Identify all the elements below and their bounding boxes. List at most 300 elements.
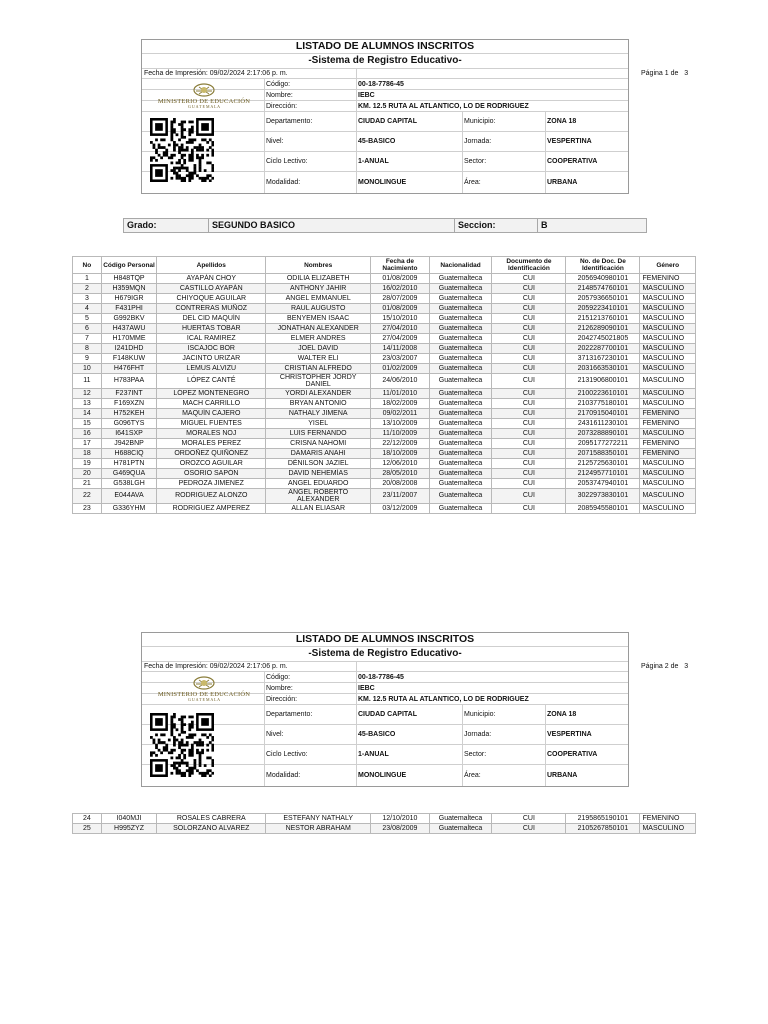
- cell-apellidos: LEMUS ALVIZU: [157, 364, 266, 374]
- cell-genero: MASCULINO: [640, 334, 696, 344]
- cell-no-doc: 2085945580101: [566, 504, 640, 514]
- cell-no-doc: 2103775180101: [566, 399, 640, 409]
- table-row: [73, 439, 696, 449]
- cell-genero: FEMENINO: [640, 449, 696, 459]
- cell-genero: MASCULINO: [640, 479, 696, 489]
- cell-nombres: ALLAN ELIASAR: [266, 504, 371, 514]
- report-header-page1: [141, 39, 629, 194]
- ciclo-label: Ciclo Lectivo:: [266, 158, 308, 165]
- cell-no-doc: 2131906800101: [566, 374, 640, 389]
- cell-documento: CUI: [492, 324, 566, 334]
- table-row: [73, 294, 696, 304]
- cell-nombres: CRISNA NAHOMI: [266, 439, 371, 449]
- departamento-label: Departamento:: [266, 118, 313, 125]
- modalidad-value: MONOLINGUE: [358, 771, 407, 779]
- table-row: [73, 314, 696, 324]
- cell-documento: CUI: [492, 419, 566, 429]
- cell-nacionalidad: Guatemalteca: [429, 814, 492, 824]
- cell-codigo-personal: H170MME: [101, 334, 157, 344]
- cell-apellidos: RODRIGUEZ AMPEREZ: [157, 504, 266, 514]
- page-label: Página 2 de: [641, 663, 679, 670]
- cell-no-doc: 2057936650101: [566, 294, 640, 304]
- cell-nombres: JONATHAN ALEXANDER: [266, 324, 371, 334]
- municipio-label: Municipio:: [464, 711, 496, 718]
- cell-nombres: DAVID NEHEMÍAS: [266, 469, 371, 479]
- cell-nombres: ANTHONY JAHIR: [266, 284, 371, 294]
- cell-genero: FEMENINO: [640, 419, 696, 429]
- cell-genero: MASCULINO: [640, 284, 696, 294]
- cell-no-doc: 3713167230101: [566, 354, 640, 364]
- cell-genero: MASCULINO: [640, 304, 696, 314]
- print-date: Fecha de Impresión: 09/02/2024 2:17:06 p. m.: [144, 662, 288, 670]
- cell-nombres: LUIS FERNANDO: [266, 429, 371, 439]
- page-label: Página 1 de: [641, 70, 679, 77]
- municipio-label: Municipio:: [464, 118, 496, 125]
- cell-apellidos: AYAPÁN CHOY: [157, 274, 266, 284]
- report-subtitle: -Sistema de Registro Educativo-: [142, 647, 628, 662]
- cell-codigo-personal: H848TQP: [101, 274, 157, 284]
- qr-code: [150, 118, 214, 182]
- report-title: LISTADO DE ALUMNOS INSCRITOS: [142, 633, 628, 647]
- table-row: [73, 274, 696, 284]
- cell-genero: FEMENINO: [640, 814, 696, 824]
- cell-no: 12: [73, 389, 102, 399]
- cell-no-doc: 2195865190101: [566, 814, 640, 824]
- cell-nombres: YORDI ALEXANDER: [266, 389, 371, 399]
- cell-codigo-personal: H359MQN: [101, 284, 157, 294]
- cell-no: 17: [73, 439, 102, 449]
- cell-genero: MASCULINO: [640, 314, 696, 324]
- direccion-value: KM. 12.5 RUTA AL ATLANTICO, LO DE RODRIGUEZ: [358, 102, 529, 110]
- cell-genero: MASCULINO: [640, 364, 696, 374]
- cell-no: 19: [73, 459, 102, 469]
- cell-documento: CUI: [492, 389, 566, 399]
- col-documento: Documento de Identificación: [492, 257, 566, 274]
- cell-no: 3: [73, 294, 102, 304]
- cell-nacionalidad: Guatemalteca: [429, 429, 492, 439]
- nivel-label: Nivel:: [266, 138, 284, 145]
- cell-nombres: BRYAN ANTONIO: [266, 399, 371, 409]
- cell-documento: CUI: [492, 364, 566, 374]
- cell-no-doc: 2148574760101: [566, 284, 640, 294]
- cell-genero: MASCULINO: [640, 354, 696, 364]
- codigo-label: Código:: [266, 673, 291, 681]
- cell-codigo-personal: H688CIQ: [101, 449, 157, 459]
- cell-documento: CUI: [492, 274, 566, 284]
- cell-nacionalidad: Guatemalteca: [429, 344, 492, 354]
- direccion-label: Dirección:: [266, 695, 298, 703]
- cell-genero: FEMENINO: [640, 274, 696, 284]
- cell-no-doc: 2126289090101: [566, 324, 640, 334]
- cell-nombres: NESTOR ABRAHAM: [266, 824, 371, 834]
- ciclo-value: 1-ANUAL: [358, 158, 389, 165]
- cell-codigo-personal: F169XZN: [101, 399, 157, 409]
- nombre-value: IEBC: [358, 684, 375, 692]
- cell-no: 16: [73, 429, 102, 439]
- coat-of-arms-icon: [190, 674, 218, 690]
- cell-apellidos: ISCAJOC BOR: [157, 344, 266, 354]
- cell-fecha-nacimiento: 11/10/2009: [371, 429, 430, 439]
- cell-nombres: JOEL DAVID: [266, 344, 371, 354]
- cell-codigo-personal: G992BKV: [101, 314, 157, 324]
- ministry-name: MINISTERIO DE EDUCACIÓN: [157, 691, 251, 698]
- cell-codigo-personal: F431PHI: [101, 304, 157, 314]
- cell-fecha-nacimiento: 01/08/2009: [371, 304, 430, 314]
- cell-codigo-personal: I641SXP: [101, 429, 157, 439]
- nombre-label: Nombre:: [266, 684, 293, 692]
- cell-documento: CUI: [492, 399, 566, 409]
- cell-genero: FEMENINO: [640, 439, 696, 449]
- cell-nacionalidad: Guatemalteca: [429, 449, 492, 459]
- cell-no-doc: 3022973830101: [566, 489, 640, 504]
- sector-label: Sector:: [464, 751, 487, 758]
- cell-fecha-nacimiento: 23/08/2009: [371, 824, 430, 834]
- table-row: [73, 429, 696, 439]
- cell-apellidos: OSORIO SAPÓN: [157, 469, 266, 479]
- table-row: [73, 814, 696, 824]
- cell-no: 13: [73, 399, 102, 409]
- cell-fecha-nacimiento: 12/06/2010: [371, 459, 430, 469]
- page-number: [641, 70, 688, 77]
- nivel-label: Nivel:: [266, 731, 284, 738]
- cell-genero: MASCULINO: [640, 389, 696, 399]
- area-label: Área:: [464, 771, 481, 779]
- modalidad-value: MONOLINGUE: [358, 178, 407, 186]
- cell-apellidos: PEDROZA JIMENEZ: [157, 479, 266, 489]
- cell-nombres: ANGEL ROBERTO ALEXANDER: [266, 489, 371, 504]
- cell-no: 20: [73, 469, 102, 479]
- cell-apellidos: JACINTO URIZAR: [157, 354, 266, 364]
- nivel-value: 45-BASICO: [358, 731, 396, 738]
- table-header-row: [73, 257, 696, 274]
- cell-no-doc: 2124957710101: [566, 469, 640, 479]
- cell-codigo-personal: G469QUA: [101, 469, 157, 479]
- table-row: [73, 389, 696, 399]
- cell-documento: CUI: [492, 449, 566, 459]
- cell-apellidos: MACH CARRILLO: [157, 399, 266, 409]
- col-genero: Género: [640, 257, 696, 274]
- ministry-logo: [143, 81, 265, 109]
- table-row: [73, 324, 696, 334]
- cell-apellidos: LÓPEZ MONTENEGRO: [157, 389, 266, 399]
- table-row: [73, 479, 696, 489]
- cell-codigo-personal: H476FHT: [101, 364, 157, 374]
- report-header-page2: [141, 632, 629, 787]
- cell-fecha-nacimiento: 16/02/2010: [371, 284, 430, 294]
- cell-fecha-nacimiento: 03/12/2009: [371, 504, 430, 514]
- departamento-value: CIUDAD CAPITAL: [358, 711, 417, 718]
- cell-apellidos: RODRIGUEZ ALONZO: [157, 489, 266, 504]
- table-row: [73, 284, 696, 294]
- cell-no-doc: 2059223410101: [566, 304, 640, 314]
- jornada-value: VESPERTINA: [547, 138, 592, 145]
- cell-genero: MASCULINO: [640, 374, 696, 389]
- municipio-value: ZONA 18: [547, 711, 577, 718]
- cell-nombres: WALTER ELI: [266, 354, 371, 364]
- cell-nombres: CRISTIAN ALFREDO: [266, 364, 371, 374]
- cell-no: 23: [73, 504, 102, 514]
- cell-no-doc: 2125725630101: [566, 459, 640, 469]
- cell-codigo-personal: H781PTN: [101, 459, 157, 469]
- cell-apellidos: CASTILLO AYAPÁN: [157, 284, 266, 294]
- departamento-label: Departamento:: [266, 711, 313, 718]
- table-row: [73, 334, 696, 344]
- jornada-label: Jornada:: [464, 138, 492, 145]
- ministry-logo: [143, 674, 265, 702]
- grado-label: Grado:: [127, 220, 157, 230]
- cell-apellidos: CONTRERAS MUÑOZ: [157, 304, 266, 314]
- cell-fecha-nacimiento: 18/10/2009: [371, 449, 430, 459]
- cell-nacionalidad: Guatemalteca: [429, 479, 492, 489]
- report-subtitle: -Sistema de Registro Educativo-: [142, 54, 628, 69]
- cell-fecha-nacimiento: 23/11/2007: [371, 489, 430, 504]
- cell-fecha-nacimiento: 24/06/2010: [371, 374, 430, 389]
- cell-no-doc: 2031663530101: [566, 364, 640, 374]
- cell-apellidos: MIGUEL FUENTES: [157, 419, 266, 429]
- cell-fecha-nacimiento: 11/01/2010: [371, 389, 430, 399]
- table-row: [73, 344, 696, 354]
- cell-no-doc: 2431611230101: [566, 419, 640, 429]
- cell-apellidos: HUERTAS TOBAR: [157, 324, 266, 334]
- cell-nombres: ANGEL EDUARDO: [266, 479, 371, 489]
- area-value: URBANA: [547, 771, 578, 779]
- cell-documento: CUI: [492, 814, 566, 824]
- cell-no-doc: 2071588350101: [566, 449, 640, 459]
- area-value: URBANA: [547, 178, 578, 186]
- grado-value: SEGUNDO BASICO: [212, 220, 296, 230]
- cell-no-doc: 2170915040101: [566, 409, 640, 419]
- cell-nombres: BENYEMEN ISAAC: [266, 314, 371, 324]
- cell-fecha-nacimiento: 14/11/2008: [371, 344, 430, 354]
- cell-nacionalidad: Guatemalteca: [429, 314, 492, 324]
- table-row: [73, 399, 696, 409]
- cell-no: 10: [73, 364, 102, 374]
- cell-nacionalidad: Guatemalteca: [429, 274, 492, 284]
- cell-no-doc: 2073288890101: [566, 429, 640, 439]
- cell-no: 15: [73, 419, 102, 429]
- cell-no-doc: 2151213760101: [566, 314, 640, 324]
- cell-documento: CUI: [492, 409, 566, 419]
- nombre-value: IEBC: [358, 91, 375, 99]
- cell-codigo-personal: E044AVA: [101, 489, 157, 504]
- cell-no-doc: 2095177272211: [566, 439, 640, 449]
- cell-genero: MASCULINO: [640, 824, 696, 834]
- cell-no: 22: [73, 489, 102, 504]
- cell-documento: CUI: [492, 824, 566, 834]
- ministry-name: MINISTERIO DE EDUCACIÓN: [157, 98, 251, 105]
- cell-nombres: YISEL: [266, 419, 371, 429]
- cell-fecha-nacimiento: 01/08/2009: [371, 274, 430, 284]
- cell-no: 7: [73, 334, 102, 344]
- sector-value: COOPERATIVA: [547, 751, 598, 758]
- cell-genero: MASCULINO: [640, 344, 696, 354]
- cell-documento: CUI: [492, 374, 566, 389]
- jornada-label: Jornada:: [464, 731, 492, 738]
- cell-nacionalidad: Guatemalteca: [429, 374, 492, 389]
- cell-apellidos: SOLORZANO ALVAREZ: [157, 824, 266, 834]
- cell-nombres: DAMARIS ANAHI: [266, 449, 371, 459]
- cell-codigo-personal: I040MJI: [101, 814, 157, 824]
- qr-code: [150, 713, 214, 777]
- col-fecha-nacimiento: Fecha de Nacimiento: [371, 257, 430, 274]
- table-row: [73, 409, 696, 419]
- cell-no: 11: [73, 374, 102, 389]
- cell-no: 6: [73, 324, 102, 334]
- cell-codigo-personal: I241DHD: [101, 344, 157, 354]
- table-row: [73, 449, 696, 459]
- modalidad-label: Modalidad:: [266, 771, 301, 779]
- cell-documento: CUI: [492, 354, 566, 364]
- cell-no-doc: 2056940980101: [566, 274, 640, 284]
- cell-nombres: ESTEFANY NATHALY: [266, 814, 371, 824]
- table-row: [73, 489, 696, 504]
- cell-no-doc: 2100223610101: [566, 389, 640, 399]
- cell-fecha-nacimiento: 12/10/2010: [371, 814, 430, 824]
- cell-codigo-personal: H437AWU: [101, 324, 157, 334]
- cell-nacionalidad: Guatemalteca: [429, 504, 492, 514]
- cell-documento: CUI: [492, 344, 566, 354]
- cell-nacionalidad: Guatemalteca: [429, 389, 492, 399]
- cell-nacionalidad: Guatemalteca: [429, 459, 492, 469]
- report-title: LISTADO DE ALUMNOS INSCRITOS: [142, 40, 628, 54]
- cell-apellidos: LÓPEZ CANTÉ: [157, 374, 266, 389]
- sector-value: COOPERATIVA: [547, 158, 598, 165]
- cell-no: 1: [73, 274, 102, 284]
- cell-codigo-personal: G538LGH: [101, 479, 157, 489]
- cell-nacionalidad: Guatemalteca: [429, 334, 492, 344]
- cell-no: 4: [73, 304, 102, 314]
- cell-fecha-nacimiento: 27/04/2010: [371, 324, 430, 334]
- grado-bar: [123, 218, 647, 233]
- cell-fecha-nacimiento: 28/05/2010: [371, 469, 430, 479]
- cell-genero: MASCULINO: [640, 459, 696, 469]
- cell-documento: CUI: [492, 469, 566, 479]
- students-table-continued: [72, 813, 696, 834]
- cell-nacionalidad: Guatemalteca: [429, 324, 492, 334]
- cell-apellidos: ROSALES CABRERA: [157, 814, 266, 824]
- direccion-value: KM. 12.5 RUTA AL ATLANTICO, LO DE RODRIGUEZ: [358, 695, 529, 703]
- cell-apellidos: MAQUÍN CAJERO: [157, 409, 266, 419]
- nombre-label: Nombre:: [266, 91, 293, 99]
- codigo-label: Código:: [266, 80, 291, 88]
- col-nombres: Nombres: [266, 257, 371, 274]
- codigo-value: 00-18-7786-45: [358, 673, 404, 681]
- cell-no: 2: [73, 284, 102, 294]
- coat-of-arms-icon: [190, 81, 218, 97]
- cell-genero: MASCULINO: [640, 429, 696, 439]
- cell-fecha-nacimiento: 20/08/2008: [371, 479, 430, 489]
- cell-codigo-personal: H679IGR: [101, 294, 157, 304]
- cell-nacionalidad: Guatemalteca: [429, 419, 492, 429]
- cell-genero: MASCULINO: [640, 294, 696, 304]
- cell-apellidos: ICAL RAMIREZ: [157, 334, 266, 344]
- cell-nacionalidad: Guatemalteca: [429, 304, 492, 314]
- table-row: [73, 504, 696, 514]
- students-table: [72, 256, 696, 514]
- area-label: Área:: [464, 178, 481, 186]
- ministry-country: G U A T E M A L A: [188, 697, 220, 702]
- cell-apellidos: OROZCO AGUILAR: [157, 459, 266, 469]
- cell-fecha-nacimiento: 09/02/2011: [371, 409, 430, 419]
- cell-nombres: CHRISTOPHER JORDY DANIEL: [266, 374, 371, 389]
- cell-codigo-personal: F148KUW: [101, 354, 157, 364]
- municipio-value: ZONA 18: [547, 118, 577, 125]
- col-no: No: [73, 257, 102, 274]
- cell-nombres: RAUL AUGUSTO: [266, 304, 371, 314]
- cell-no-doc: 2042745021805: [566, 334, 640, 344]
- cell-fecha-nacimiento: 15/10/2010: [371, 314, 430, 324]
- cell-apellidos: ORDOÑEZ QUIÑÓNEZ: [157, 449, 266, 459]
- cell-documento: CUI: [492, 504, 566, 514]
- table-row: [73, 459, 696, 469]
- cell-documento: CUI: [492, 314, 566, 324]
- cell-nacionalidad: Guatemalteca: [429, 364, 492, 374]
- seccion-value: B: [541, 220, 548, 230]
- cell-apellidos: DEL CID MAQUÍN: [157, 314, 266, 324]
- cell-fecha-nacimiento: 27/04/2009: [371, 334, 430, 344]
- page-number: [641, 663, 688, 670]
- nivel-value: 45-BASICO: [358, 138, 396, 145]
- cell-genero: MASCULINO: [640, 399, 696, 409]
- cell-codigo-personal: H783PAA: [101, 374, 157, 389]
- cell-nombres: DÉNILSON JAZIEL: [266, 459, 371, 469]
- col-codigo-personal: Código Personal: [101, 257, 157, 274]
- table-row: [73, 364, 696, 374]
- cell-no: 5: [73, 314, 102, 324]
- cell-apellidos: MORALES PEREZ: [157, 439, 266, 449]
- cell-fecha-nacimiento: 13/10/2009: [371, 419, 430, 429]
- cell-documento: CUI: [492, 334, 566, 344]
- seccion-label: Seccion:: [458, 220, 496, 230]
- cell-nacionalidad: Guatemalteca: [429, 824, 492, 834]
- cell-genero: MASCULINO: [640, 324, 696, 334]
- cell-fecha-nacimiento: 23/03/2007: [371, 354, 430, 364]
- cell-codigo-personal: H995ZYZ: [101, 824, 157, 834]
- cell-nacionalidad: Guatemalteca: [429, 469, 492, 479]
- cell-documento: CUI: [492, 294, 566, 304]
- table-row: [73, 354, 696, 364]
- col-nacionalidad: Nacionalidad: [429, 257, 492, 274]
- col-no-doc: No. de Doc. De Identificación: [566, 257, 640, 274]
- cell-documento: CUI: [492, 429, 566, 439]
- cell-no: 14: [73, 409, 102, 419]
- cell-documento: CUI: [492, 304, 566, 314]
- page-total: 3: [684, 663, 689, 670]
- cell-apellidos: MORALES NOJ: [157, 429, 266, 439]
- cell-nacionalidad: Guatemalteca: [429, 294, 492, 304]
- cell-codigo-personal: G096TYS: [101, 419, 157, 429]
- cell-fecha-nacimiento: 28/07/2009: [371, 294, 430, 304]
- cell-no: 8: [73, 344, 102, 354]
- cell-genero: MASCULINO: [640, 489, 696, 504]
- col-apellidos: Apellidos: [157, 257, 266, 274]
- cell-nacionalidad: Guatemalteca: [429, 489, 492, 504]
- modalidad-label: Modalidad:: [266, 178, 301, 186]
- page-total: 3: [684, 70, 689, 77]
- print-date: Fecha de Impresión: 09/02/2024 2:17:06 p. m.: [144, 69, 288, 77]
- jornada-value: VESPERTINA: [547, 731, 592, 738]
- cell-nacionalidad: Guatemalteca: [429, 284, 492, 294]
- table-row: [73, 469, 696, 479]
- table-row: [73, 419, 696, 429]
- cell-nombres: ODILIA ELIZABETH: [266, 274, 371, 284]
- table-row: [73, 824, 696, 834]
- cell-genero: FEMENINO: [640, 409, 696, 419]
- cell-fecha-nacimiento: 22/12/2009: [371, 439, 430, 449]
- table-row: [73, 374, 696, 389]
- cell-documento: CUI: [492, 284, 566, 294]
- ciclo-value: 1-ANUAL: [358, 751, 389, 758]
